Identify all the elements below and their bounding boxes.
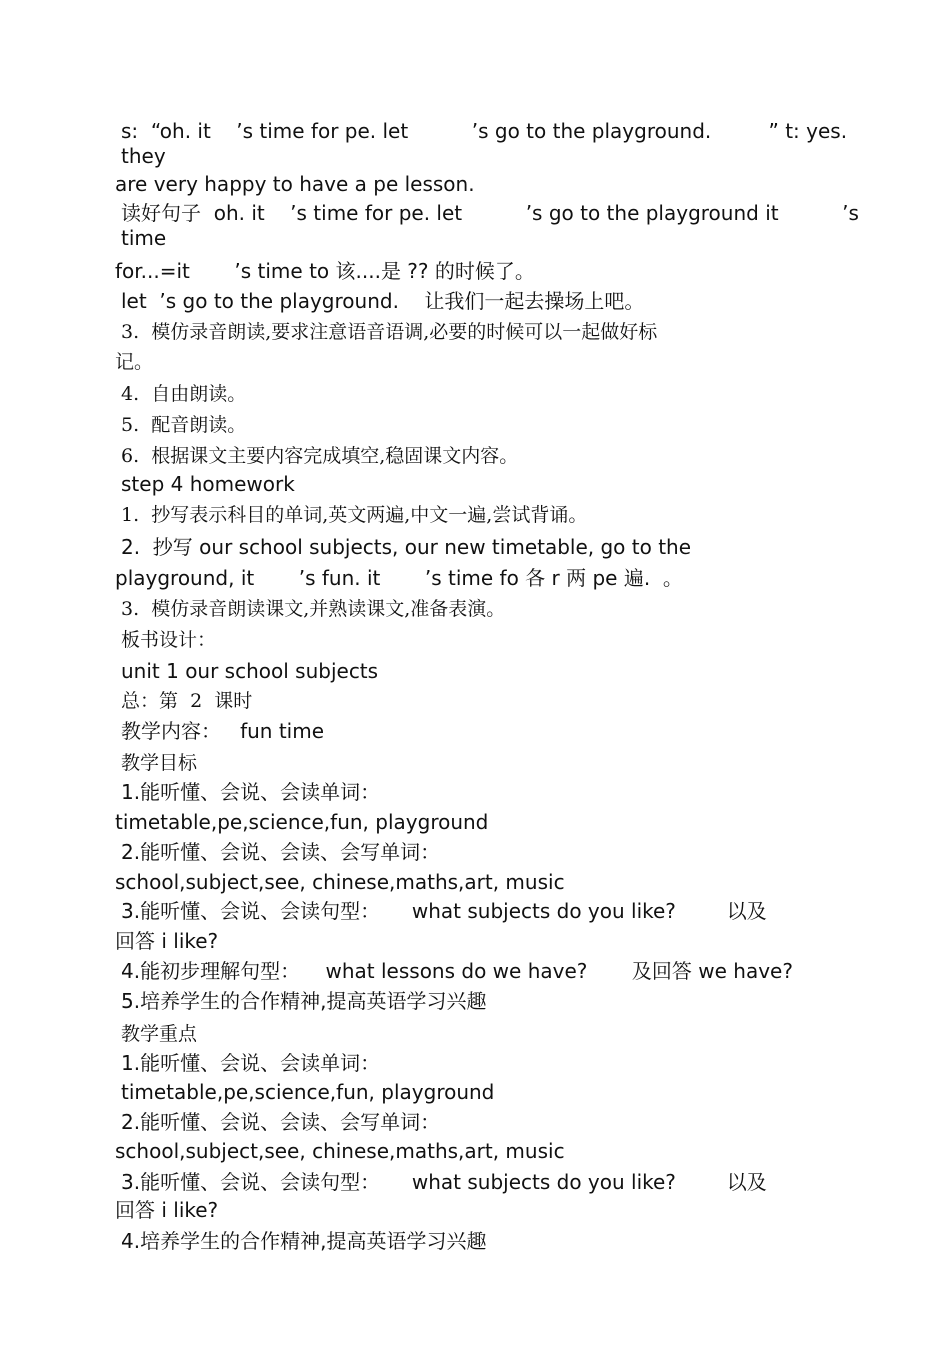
teaching-content: 教学内容： fun time	[121, 719, 325, 743]
objective-item-cont: timetable,pe,science,fun, playground	[115, 810, 489, 834]
key-point-item-cont: school,subject,see, chinese,maths,art, music	[115, 1139, 565, 1163]
step-item: 4. 自由朗读。	[121, 383, 247, 405]
step-item: 6. 根据课文主要内容完成填空,稳固课文内容。	[121, 445, 519, 467]
key-point-item: 1.能听懂、会说、会读单词：	[121, 1051, 381, 1075]
key-point-item-cont: timetable,pe,science,fun, playground	[121, 1080, 495, 1104]
key-point-item: 3.能听懂、会说、会读句型： what subjects do you like? 以及	[121, 1170, 767, 1194]
objectives-heading: 教学目标	[121, 752, 198, 774]
objective-item: 2.能听懂、会说、会读、会写单词：	[121, 840, 441, 864]
reading-sentence: 读好句子 oh. it ’s time for pe. let ’s go to the playground it ’s	[121, 201, 859, 225]
homework-item: 3. 模仿录音朗读课文,并熟读课文,准备表演。	[121, 598, 506, 620]
key-point-item-cont: 回答 i like?	[115, 1198, 219, 1222]
reading-sentence-cont: time	[121, 226, 167, 250]
unit-title: unit 1 our school subjects	[121, 659, 379, 683]
step-item: 5. 配音朗读。	[121, 414, 247, 436]
sentence-explanation: let ’s go to the playground. 让我们一起去操场上吧。	[121, 289, 645, 313]
homework-item: 2. 抄写 our school subjects, our new timetable, go to the	[121, 535, 692, 559]
key-points-heading: 教学重点	[121, 1023, 198, 1045]
dialogue-line-cont: are very happy to have a pe lesson.	[115, 172, 475, 196]
homework-item: 1. 抄写表示科目的单词,英文两遍,中文一遍,尝试背诵。	[121, 504, 588, 526]
objective-item: 1.能听懂、会说、会读单词：	[121, 780, 381, 804]
dialogue-line-cont: they	[121, 144, 166, 168]
objective-item: 5.培养学生的合作精神,提高英语学习兴趣	[121, 989, 487, 1013]
step-item: 3. 模仿录音朗读,要求注意语音语调,必要的时候可以一起做好标	[121, 321, 658, 343]
objective-item: 3.能听懂、会说、会读句型： what subjects do you like? 以及	[121, 899, 767, 923]
objective-item: 4.能初步理解句型： what lessons do we have? 及回答 we have?	[121, 959, 793, 983]
dialogue-line: s: “oh. it ’s time for pe. let ’s go to the playground. ” t: yes.	[121, 119, 848, 143]
key-point-item: 2.能听懂、会说、会读、会写单词：	[121, 1110, 441, 1134]
objective-item-cont: 回答 i like?	[115, 929, 219, 953]
section-heading: step 4 homework	[121, 472, 295, 496]
lesson-number: 总：第 2 课时	[121, 690, 253, 712]
step-item-cont: 记。	[115, 351, 154, 373]
sentence-explanation: for...=it ’s time to 该....是 ?? 的时候了。	[115, 259, 535, 283]
key-point-item: 4.培养学生的合作精神,提高英语学习兴趣	[121, 1229, 487, 1253]
board-design-heading: 板书设计：	[121, 629, 217, 651]
homework-item-cont: playground, it ’s fun. it ’s time fo 各 r 两 pe 遍. 。	[115, 566, 683, 590]
objective-item-cont: school,subject,see, chinese,maths,art, music	[115, 870, 565, 894]
